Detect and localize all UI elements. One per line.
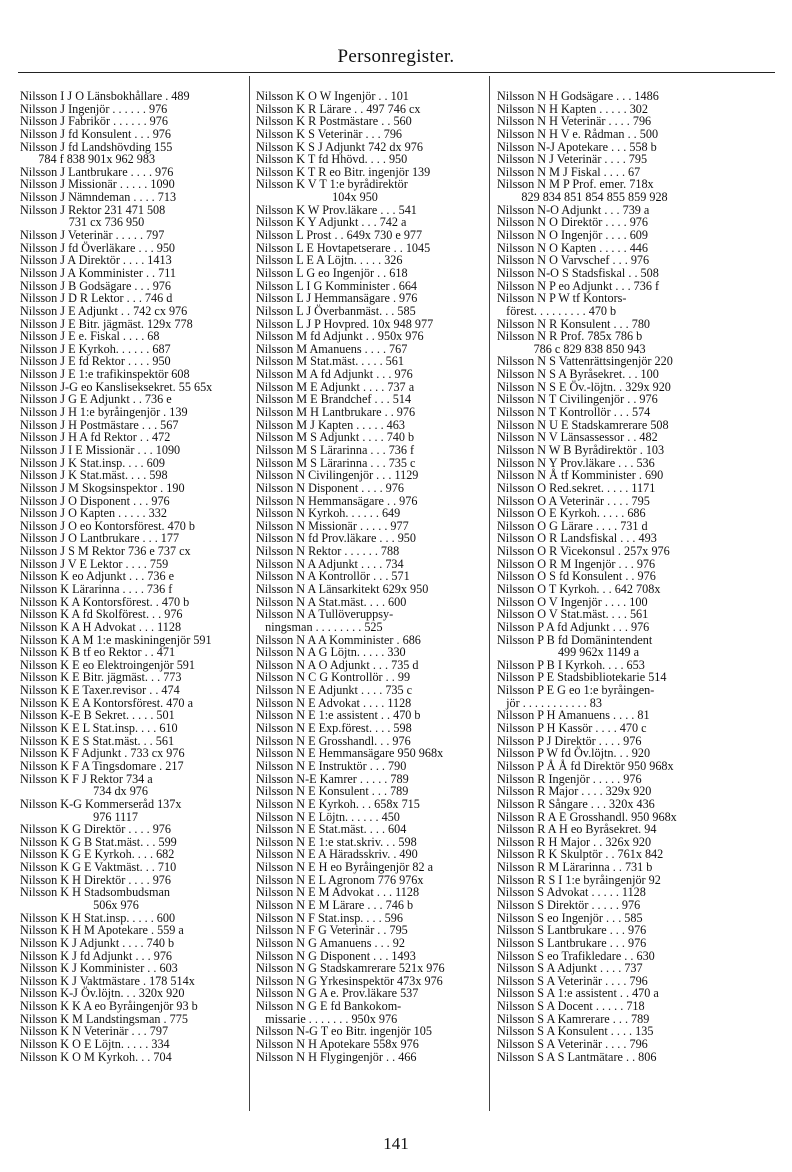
register-entry: Nilsson K V T 1:e byrådirektör <box>256 177 408 192</box>
register-entry: Nilsson N G Yrkesinspektör 473x 976 <box>256 973 443 988</box>
register-entry: Nilsson N F Stat.insp. . . . 596 <box>256 910 403 925</box>
register-entry: Nilsson K J Komminister . . 603 <box>20 961 178 976</box>
register-entry: Nilsson P H Amanuens . . . . 81 <box>497 708 650 723</box>
register-entry: Nilsson M Amanuens . . . . 767 <box>256 341 408 356</box>
register-entry: Nilsson S A Veterinär . . . . 796 <box>497 1037 648 1052</box>
register-entry: 499 962x 1149 a <box>497 645 640 660</box>
register-entry: 104x 950 <box>256 190 378 205</box>
register-entry: Nilsson K G B Stat.mäst. . . 599 <box>20 834 177 849</box>
register-entry: Nilsson P E G eo 1:e byråingen- <box>497 683 655 698</box>
register-entry: Nilsson N E Hemmansägare 950 968x <box>256 746 444 761</box>
register-entry: Nilsson N P W tf Kontors- <box>497 291 627 306</box>
register-entry: Nilsson N E M Advokat . . . 1128 <box>256 885 420 900</box>
register-entry: Nilsson N H Veterinär . . . . 796 <box>497 114 652 129</box>
register-entry: Nilsson N E Löjtn. . . . . . 450 <box>256 809 400 824</box>
register-entry: Nilsson J E fd Rektor . . . . 950 <box>20 354 171 369</box>
register-entry: Nilsson N H V e. Rådman . . 500 <box>497 126 659 141</box>
register-entry: Nilsson L Prost . . 649x 730 e 977 <box>256 228 423 243</box>
page-number: 141 <box>383 1134 409 1153</box>
register-entry: Nilsson N Missionär . . . . . 977 <box>256 518 409 533</box>
register-entry: Nilsson N H Godsägare . . . 1486 <box>497 89 659 103</box>
register-entry: Nilsson N H Flygingenjör . . 466 <box>256 1049 417 1064</box>
register-entry: förest. . . . . . . . . 470 b <box>497 303 617 318</box>
register-entry: Nilsson P B fd Domänintendent <box>497 632 653 647</box>
register-entry: Nilsson J O Lantbrukare . . . 177 <box>20 531 180 546</box>
register-entry: Nilsson N U E Stadskamrerare 508 <box>497 417 669 432</box>
register-entry: Nilsson O Red.sekret. . . . . 1171 <box>497 480 656 495</box>
register-entry: Nilsson L J Överbanmäst. . . 585 <box>256 303 416 318</box>
register-entry: Nilsson N-O S Stadsfiskal . . 508 <box>497 265 659 280</box>
register-entry: Nilsson J Nämndeman . . . . 713 <box>20 190 177 205</box>
register-entry: Nilsson R H Major . . 326x 920 <box>497 834 652 849</box>
register-entry: Nilsson J K Stat.insp. . . . 609 <box>20 455 165 470</box>
register-entry: Nilsson K H Stadsombudsman <box>20 885 170 900</box>
register-entry: Nilsson N C G Kontrollör . . 99 <box>256 670 411 685</box>
register-entry: Nilsson J I E Missionär . . . 1090 <box>20 442 181 457</box>
register-entry: Nilsson N M J Fiskal . . . . 67 <box>497 164 641 179</box>
register-entry: Nilsson K F A Tingsdomare . 217 <box>20 758 184 773</box>
register-entry: Nilsson N-O Adjunkt . . . 739 a <box>497 202 650 217</box>
register-entry: Nilsson N F G Veterinär . . 795 <box>256 923 408 938</box>
register-entry: Nilsson K H Stat.insp. . . . . 600 <box>20 910 176 925</box>
register-entry: Nilsson N Y Prov.läkare . . . 536 <box>497 455 655 470</box>
register-entry: Nilsson K-G Kommerseråd 137x <box>20 796 182 811</box>
register-entry: Nilsson N E Konsulent . . . 789 <box>256 784 409 799</box>
register-entry: Nilsson N S Vattenrättsingenjör 220 <box>497 354 673 369</box>
register-entry: Nilsson K E S Stat.mäst. . . 561 <box>20 733 175 748</box>
register-entry: Nilsson N E Grosshandl. . . 976 <box>256 733 411 748</box>
register-entry: Nilsson K J fd Adjunkt . . . 976 <box>20 948 173 963</box>
register-entry: Nilsson K E eo Elektroingenjör 591 <box>20 657 195 672</box>
register-entry: Nilsson O R Landsfiskal . . . 493 <box>497 531 657 546</box>
register-entry: Nilsson N fd Prov.läkare . . . 950 <box>256 531 416 546</box>
register-entry: Nilsson J Veterinär . . . . . 797 <box>20 228 165 243</box>
register-entry: Nilsson N O Direktör . . . . 976 <box>497 215 648 230</box>
register-entry: Nilsson J V E Lektor . . . . 759 <box>20 556 169 571</box>
register-entry: Nilsson R A H eo Byråsekret. 94 <box>497 822 657 837</box>
register-entry: Nilsson K J Vaktmästare . 178 514x <box>20 973 195 988</box>
register-entry: Nilsson M S Adjunkt . . . . 740 b <box>256 430 415 445</box>
register-entry: Nilsson P A fd Adjunkt . . . 976 <box>497 619 650 634</box>
register-entry: Nilsson J E e. Fiskal . . . . 68 <box>20 329 160 344</box>
register-entry: Nilsson J E 1:e trafikinspektör 608 <box>20 367 190 382</box>
register-entry: Nilsson S eo Trafikledare . . 630 <box>497 948 655 963</box>
register-entry: Nilsson J H 1:e byråingenjör . 139 <box>20 405 188 420</box>
register-entry: Nilsson K Lärarinna . . . . 736 f <box>20 581 173 596</box>
register-entry: Nilsson P B I Kyrkoh. . . . 653 <box>497 657 645 672</box>
register-entry: Nilsson N R Prof. 785x 786 b <box>497 329 643 344</box>
register-entry: 731 cx 736 950 <box>20 215 145 230</box>
register-entry: Nilsson K B tf eo Rektor . . 471 <box>20 645 176 660</box>
register-entry: Nilsson M H Lantbrukare . . 976 <box>256 405 416 420</box>
register-entry: Nilsson N E A Häradsskriv. . 490 <box>256 847 418 862</box>
register-entry: Nilsson N E Stat.mäst. . . . 604 <box>256 822 407 837</box>
register-entry: Nilsson J G E Adjunkt . . 736 e <box>20 392 172 407</box>
register-entry: 784 f 838 901x 962 983 <box>20 152 156 167</box>
register-entry: 976 1117 <box>20 809 138 824</box>
register-entry: Nilsson K K A eo Byråingenjör 93 b <box>20 999 198 1014</box>
register-entry: 734 dx 976 <box>20 784 148 799</box>
register-entry: Nilsson N Disponent . . . . 976 <box>256 480 404 495</box>
register-entry: Nilsson N Civilingenjör . . . 1129 <box>256 468 419 483</box>
register-entry: Nilsson K W Prov.läkare . . . 541 <box>256 202 417 217</box>
register-entry: Nilsson J K Stat.mäst. . . . 598 <box>20 468 168 483</box>
register-entry: ningsman . . . . . . . . 525 <box>256 619 383 634</box>
register-entry: 506x 976 <box>20 898 139 912</box>
register-entry: Nilsson M S Lärarinna . . . 736 f <box>256 442 415 457</box>
register-entry: Nilsson S Advokat . . . . . 1128 <box>497 885 646 900</box>
register-entry: Nilsson N S A Byråsekret. . . 100 <box>497 367 659 382</box>
register-entry: Nilsson S A Veterinär . . . . 796 <box>497 973 648 988</box>
register-entry: Nilsson O S fd Konsulent . . 976 <box>497 569 656 584</box>
register-entry: Nilsson N T Kontrollör . . . 574 <box>497 405 651 420</box>
register-entry: jör . . . . . . . . . . . 83 <box>497 695 602 710</box>
register-entry: Nilsson J fd Överläkare . . . 950 <box>20 240 176 255</box>
register-entry: Nilsson P J Direktör . . . . 976 <box>497 733 642 748</box>
register-entry: Nilsson K E Taxer.revisor . . 474 <box>20 683 180 698</box>
register-entry: Nilsson J B Godsägare . . . 976 <box>20 278 171 293</box>
register-entry: Nilsson K R Postmästare . . 560 <box>256 114 412 129</box>
register-entry: Nilsson S eo Ingenjör . . . 585 <box>497 910 643 925</box>
register-entry: Nilsson J S M Rektor 736 e 737 cx <box>20 544 191 559</box>
register-entry: Nilsson S A Docent . . . . . 718 <box>497 999 645 1014</box>
register-entry: Nilsson O G Lärare . . . . 731 d <box>497 518 648 533</box>
register-entry: Nilsson R Ingenjör . . . . . 976 <box>497 771 642 786</box>
register-entry: Nilsson P H Kassör . . . . 470 c <box>497 721 647 736</box>
register-entry: Nilsson K N Veterinär . . . 797 <box>20 1024 169 1039</box>
register-entry: Nilsson M J Kapten . . . . . 463 <box>256 417 405 432</box>
register-entry: Nilsson J E Kyrkoh. . . . . . 687 <box>20 341 171 356</box>
register-entry: Nilsson S Lantbrukare . . . 976 <box>497 923 647 938</box>
register-entry: Nilsson N W B Byrådirektör . 103 <box>497 442 665 457</box>
register-entry: Nilsson K-J Öv.löjtn. . . 320x 920 <box>20 986 185 1001</box>
register-entry: Nilsson M E Brandchef . . . 514 <box>256 392 412 407</box>
register-entry: Nilsson J E Adjunkt . . 742 cx 976 <box>20 303 188 318</box>
register-entry: Nilsson L J Hemmansägare . 976 <box>256 291 418 306</box>
register-entry: Nilsson N H Kapten . . . . . 302 <box>497 101 648 116</box>
register-entry: Nilsson S Direktör . . . . . 976 <box>497 898 641 912</box>
register-entry: Nilsson K O E Löjtn. . . . . 334 <box>20 1037 170 1052</box>
register-entry: Nilsson N A Tullöveruppsy- <box>256 607 394 622</box>
register-entry: Nilsson R A E Grosshandl. 950 968x <box>497 809 677 824</box>
register-entry: Nilsson N A Kontrollör . . . 571 <box>256 569 410 584</box>
register-entry: Nilsson N A A Komminister . 686 <box>256 632 421 647</box>
register-entry: Nilsson J D R Lektor . . . 746 d <box>20 291 173 306</box>
register-entry: Nilsson L G eo Ingenjör . . 618 <box>256 265 408 280</box>
register-entry: Nilsson J Missionär . . . . . 1090 <box>20 177 175 192</box>
register-entry: Nilsson J Lantbrukare . . . . 976 <box>20 164 174 179</box>
register-entry: Nilsson S A Adjunkt . . . . 737 <box>497 961 643 976</box>
register-entry: Nilsson N J Veterinär . . . . 795 <box>497 152 648 167</box>
register-entry: Nilsson N E L Agronom 776 976x <box>256 872 424 887</box>
register-entry: Nilsson K E A Kontorsförest. 470 a <box>20 695 193 710</box>
register-entry: Nilsson K A fd Skolförest. . . 976 <box>20 607 183 622</box>
register-entry: Nilsson J fd Landshövding 155 <box>20 139 173 154</box>
register-entry: Nilsson L J P Hovpred. 10x 948 977 <box>256 316 434 331</box>
register-entry: Nilsson N Rektor . . . . . . 788 <box>256 544 400 559</box>
header-rule <box>18 72 775 73</box>
register-entry: Nilsson M A fd Adjunkt . . . 976 <box>256 367 413 382</box>
register-entry: Nilsson R Major . . . . 329x 920 <box>497 784 652 799</box>
register-entry: Nilsson N E Instruktör . . . 790 <box>256 758 407 773</box>
register-entry: Nilsson O V Stat.mäst. . . . 561 <box>497 607 649 622</box>
register-entry: Nilsson J Fabrikör . . . . . . 976 <box>20 114 168 129</box>
register-entry: Nilsson J-G eo Kansliseksekret. 55 65x <box>20 379 213 394</box>
register-entry: Nilsson M E Adjunkt . . . . 737 a <box>256 379 415 394</box>
register-entry: Nilsson N E 1:e stat.skriv. . . 598 <box>256 834 417 849</box>
register-entry: Nilsson K S J Adjunkt 742 dx 976 <box>256 139 423 154</box>
register-entry: Nilsson O A Veterinär . . . . 795 <box>497 493 650 508</box>
register-entry: Nilsson N Kyrkoh. . . . . . 649 <box>256 506 401 521</box>
register-entry: Nilsson N E H eo Byråingenjör 82 a <box>256 860 434 875</box>
register-entry: Nilsson M fd Adjunkt . . 950x 976 <box>256 329 424 344</box>
register-entry: Nilsson N O Kapten . . . . . 446 <box>497 240 648 255</box>
register-entry: Nilsson N T Civilingenjör . . 976 <box>497 392 658 407</box>
register-column-3 <box>497 90 777 1110</box>
register-entry: missarie . . . . . . . 950x 976 <box>256 1011 398 1026</box>
register-entry: Nilsson R M Lärarinna . . 731 b <box>497 860 653 875</box>
register-entry: Nilsson N A O Adjunkt . . . 735 d <box>256 657 419 672</box>
register-entry: Nilsson K O M Kyrkoh. . . 704 <box>20 1049 172 1064</box>
register-entry: Nilsson N O Ingenjör . . . . 609 <box>497 228 648 243</box>
register-entry: Nilsson K-E B Sekret. . . . . 501 <box>20 708 175 723</box>
register-entry: Nilsson N P eo Adjunkt . . . 736 f <box>497 278 660 293</box>
register-entry: 829 834 851 854 855 859 928 <box>497 190 668 205</box>
register-entry: Nilsson S A Konsulent . . . . 135 <box>497 1024 654 1039</box>
register-entry: Nilsson O R Vicekonsul . 257x 976 <box>497 544 670 559</box>
register-entry: Nilsson N E Kyrkoh. . . 658x 715 <box>256 796 420 811</box>
register-entry: Nilsson K G Direktör . . . . 976 <box>20 822 171 837</box>
register-entry: Nilsson N G Amanuens . . . 92 <box>256 935 405 950</box>
register-entry: Nilsson K A Kontorsförest. . 470 b <box>20 594 190 609</box>
register-entry: Nilsson K G E Vaktmäst. . . 710 <box>20 860 177 875</box>
register-entry: Nilsson N-J Apotekare . . . 558 b <box>497 139 657 154</box>
register-entry: Nilsson J H A fd Rektor . . 472 <box>20 430 171 445</box>
register-entry: Nilsson O R M Ingenjör . . . 976 <box>497 556 656 571</box>
register-entry: Nilsson R S I 1:e byråingenjör 92 <box>497 872 661 887</box>
register-entry: Nilsson O E Kyrkoh. . . . . 686 <box>497 506 646 521</box>
register-entry: Nilsson K A M 1:e maskiningenjör 591 <box>20 632 212 647</box>
register-entry: Nilsson K M Landstingsman . 775 <box>20 1011 188 1026</box>
column-divider <box>489 76 490 1111</box>
register-entry: Nilsson J O Kapten . . . . . 332 <box>20 506 167 521</box>
register-entry: Nilsson K A H Advokat . . . 1128 <box>20 619 182 634</box>
register-entry: Nilsson S A S Lantmätare . . 806 <box>497 1049 657 1064</box>
register-entry: Nilsson N S E Öv.-löjtn. . 329x 920 <box>497 379 671 394</box>
register-entry: Nilsson K Y Adjunkt . . . 742 a <box>256 215 407 230</box>
register-entry: Nilsson N R Konsulent . . . 780 <box>497 316 651 331</box>
register-entry: Nilsson J Ingenjör . . . . . . 976 <box>20 101 168 116</box>
register-entry: Nilsson K E L Stat.insp. . . . 610 <box>20 721 178 736</box>
register-entry: Nilsson R Sångare . . . 320x 436 <box>497 796 655 811</box>
register-entry: Nilsson K J Adjunkt . . . . 740 b <box>20 935 175 950</box>
register-entry: Nilsson K eo Adjunkt . . . 736 e <box>20 569 175 584</box>
register-entry: Nilsson O V Ingenjör . . . . 100 <box>497 594 648 609</box>
register-entry: Nilsson L I G Komminister . 664 <box>256 278 418 293</box>
register-entry: Nilsson N E Adjunkt . . . . 735 c <box>256 683 413 698</box>
register-entry: Nilsson P W fd Öv.löjtn. . . 920 <box>497 746 651 761</box>
register-entry: Nilsson K H M Apotekare . 559 a <box>20 923 184 938</box>
column-divider <box>249 76 250 1111</box>
register-entry: Nilsson J O Disponent . . . 976 <box>20 493 170 508</box>
register-entry: Nilsson N E 1:e assistent . . 470 b <box>256 708 421 723</box>
register-entry: Nilsson J H Postmästare . . . 567 <box>20 417 179 432</box>
register-entry: Nilsson N-E Kamrer . . . . . 789 <box>256 771 409 786</box>
register-entry: Nilsson K O W Ingenjör . . 101 <box>256 89 409 103</box>
register-entry: Nilsson M Stat.mäst. . . . . 561 <box>256 354 404 369</box>
register-entry: Nilsson S A 1:e assistent . . 470 a <box>497 986 659 1001</box>
register-entry: Nilsson R K Skulptör . . 761x 842 <box>497 847 664 862</box>
register-entry: Nilsson K E Bitr. jägmäst. . . 773 <box>20 670 182 685</box>
register-entry: Nilsson K T fd Hhövd. . . . 950 <box>256 152 408 167</box>
register-entry: Nilsson N A Stat.mäst. . . . 600 <box>256 594 407 609</box>
register-entry: Nilsson N Hemmansägare . . 976 <box>256 493 418 508</box>
register-entry: Nilsson N E Exp.förest. . . . 598 <box>256 721 412 736</box>
register-entry: Nilsson N G Disponent . . . 1493 <box>256 948 416 963</box>
register-entry: Nilsson S Lantbrukare . . . 976 <box>497 935 647 950</box>
register-column-1 <box>20 90 242 1110</box>
register-entry: Nilsson N V Länsassessor . . 482 <box>497 430 658 445</box>
register-entry: Nilsson N Å tf Komminister . 690 <box>497 468 664 483</box>
register-entry: Nilsson N A Adjunkt . . . . 734 <box>256 556 404 571</box>
register-entry: Nilsson K F Adjunkt . 733 cx 976 <box>20 746 185 761</box>
register-entry: Nilsson N-G T eo Bitr. ingenjör 105 <box>256 1024 432 1039</box>
register-entry: Nilsson N E Advokat . . . . 1128 <box>256 695 412 710</box>
register-entry: Nilsson J E Bitr. jägmäst. 129x 778 <box>20 316 193 331</box>
register-entry: Nilsson N G E fd Bankokom- <box>256 999 402 1014</box>
register-entry: Nilsson J A Direktör . . . . 1413 <box>20 253 172 268</box>
register-entry: Nilsson K R Lärare . . 497 746 cx <box>256 101 421 116</box>
register-entry: Nilsson K S Veterinär . . . 796 <box>256 126 403 141</box>
register-entry: Nilsson N E M Lärare . . . 746 b <box>256 898 414 912</box>
register-entry: Nilsson J O eo Kontorsförest. 470 b <box>20 518 196 533</box>
register-entry: Nilsson K T R eo Bitr. ingenjör 139 <box>256 164 431 179</box>
register-entry: Nilsson N H Apotekare 558x 976 <box>256 1037 419 1052</box>
register-entry: Nilsson N G Stadskamrerare 521x 976 <box>256 961 445 976</box>
register-entry: Nilsson N M P Prof. emer. 718x <box>497 177 654 192</box>
register-entry: Nilsson L E Hovtapetserare . . 1045 <box>256 240 431 255</box>
register-entry: Nilsson O T Kyrkoh. . . 642 708x <box>497 581 661 596</box>
register-entry: Nilsson N O Varvschef . . . 976 <box>497 253 650 268</box>
register-entry: Nilsson N A Länsarkitekt 629x 950 <box>256 581 429 596</box>
register-entry: Nilsson L E A Löjtn. . . . . 326 <box>256 253 403 268</box>
register-entry: Nilsson J fd Konsulent . . . 976 <box>20 126 171 141</box>
page-title: Personregister. <box>337 46 455 67</box>
register-entry: 786 c 829 838 850 943 <box>497 341 646 356</box>
register-entry: Nilsson K F J Rektor 734 a <box>20 771 153 786</box>
register-entry: Nilsson P E Stadsbibliotekarie 514 <box>497 670 667 685</box>
register-entry: Nilsson J Rektor 231 471 508 <box>20 202 166 217</box>
register-entry: Nilsson J A Komminister . . 711 <box>20 265 176 280</box>
register-entry: Nilsson N G A e. Prov.läkare 537 <box>256 986 419 1001</box>
register-entry: Nilsson J M Skogsinspektor . 190 <box>20 480 185 495</box>
register-column-2 <box>256 90 484 1110</box>
register-entry: Nilsson S A Kamrerare . . . 789 <box>497 1011 650 1026</box>
register-entry: Nilsson M S Lärarinna . . . 735 c <box>256 455 416 470</box>
register-entry: Nilsson I J O Länsbokhållare . 489 <box>20 89 190 103</box>
register-entry: Nilsson K H Direktör . . . . 976 <box>20 872 171 887</box>
register-entry: Nilsson N A G Löjtn. . . . . 330 <box>256 645 406 660</box>
register-entry: Nilsson P Å Å fd Direktör 950 968x <box>497 758 674 773</box>
register-entry: Nilsson K G E Kyrkoh. . . . 682 <box>20 847 175 862</box>
